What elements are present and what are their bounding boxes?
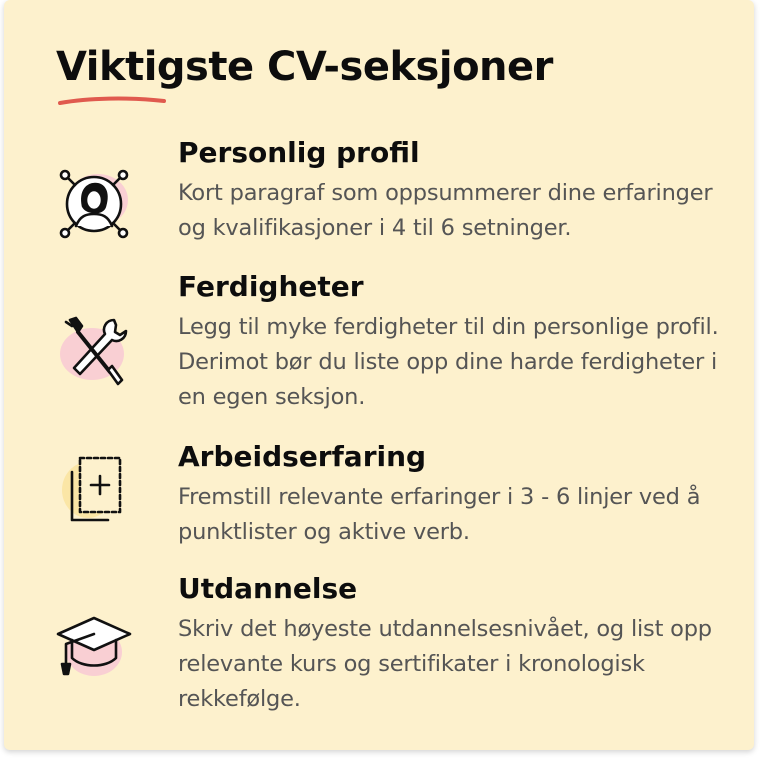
graduation-cap-icon	[52, 602, 136, 686]
info-card	[4, 0, 754, 750]
section-heading: Arbeidserfaring	[178, 440, 427, 473]
section-heading: Personlig profil	[178, 136, 420, 169]
section-description: Fremstill relevante erfaringer i 3 - 6 linjer ved å punktlister og aktive verb.	[178, 484, 701, 545]
title-underline	[58, 95, 166, 107]
tools-icon	[52, 310, 136, 394]
profile-icon	[52, 162, 136, 246]
page-title: Viktigste CV-seksjoner	[56, 44, 553, 90]
section-description: Kort paragraf som oppsummerer dine erfaringer og kvalifikasjoner i 4 til 6 setninger.	[178, 180, 713, 241]
section-heading: Utdannelse	[178, 572, 358, 605]
section-heading: Ferdigheter	[178, 270, 364, 303]
section-description: Skriv det høyeste utdannelsesnivået, og list opp relevante kurs og sertifikater i kronologisk rekkefølge.	[178, 616, 712, 712]
section-description: Legg til myke ferdigheter til din personlige profil. Derimot bør du liste opp dine harde ferdigheter i en egen seksjon.	[178, 314, 719, 410]
add-document-icon	[52, 450, 136, 534]
